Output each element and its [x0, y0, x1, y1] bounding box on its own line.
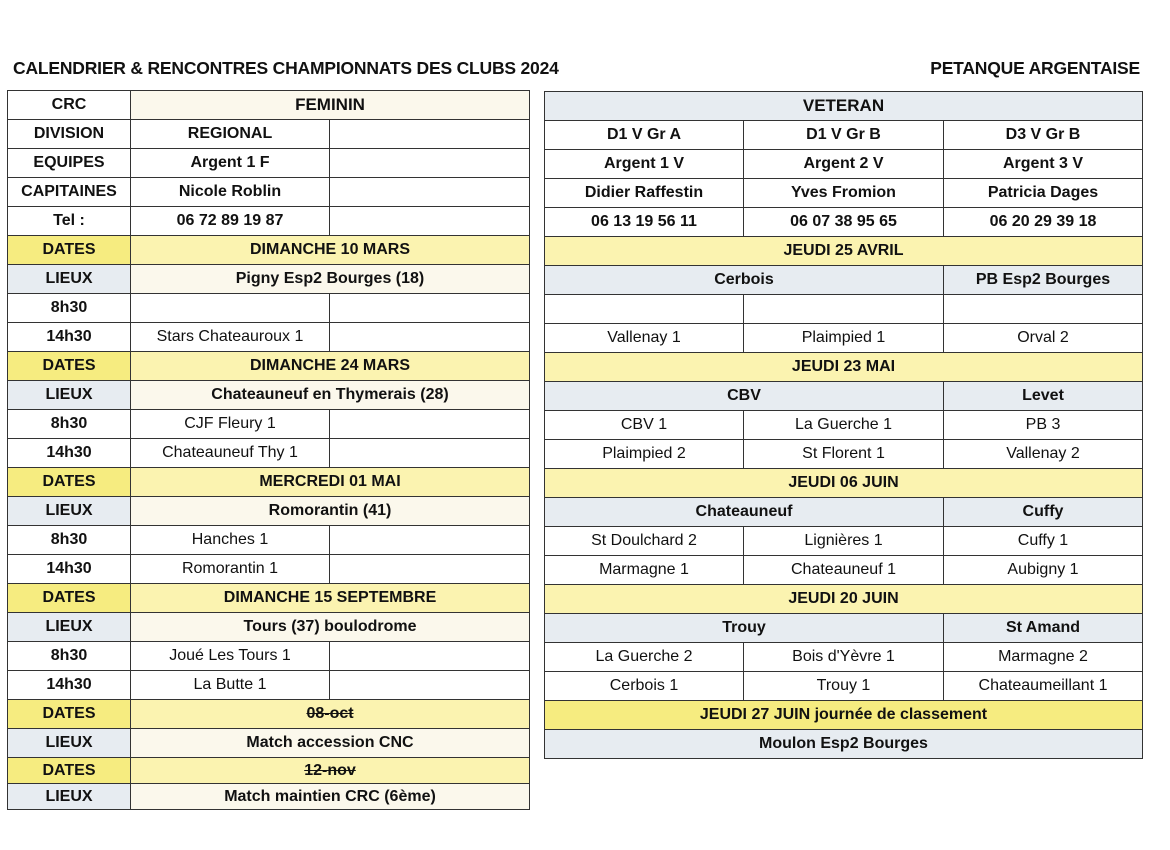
row-label-division: DIVISION	[8, 120, 131, 149]
round-venue: Trouy	[545, 614, 944, 643]
morning-opponent: Hanches 1	[131, 526, 330, 555]
table-row	[8, 410, 530, 439]
category-veteran: VETERAN	[545, 92, 1143, 121]
round-date: DIMANCHE 24 MARS	[131, 352, 530, 381]
row-label-dates: DATES	[8, 236, 131, 265]
empty-cell	[330, 120, 530, 149]
table-row	[545, 440, 1143, 469]
veteran-captain: Didier Raffestin	[545, 179, 744, 208]
match-cell: St Doulchard 2	[545, 527, 744, 556]
table-row	[545, 411, 1143, 440]
match-cell: Lignières 1	[744, 527, 944, 556]
match-cell: St Florent 1	[744, 440, 944, 469]
table-row	[8, 700, 530, 729]
table-row	[545, 179, 1143, 208]
match-cell: Vallenay 1	[545, 324, 744, 353]
row-label-lieux: LIEUX	[8, 729, 131, 758]
match-cell: Cuffy 1	[944, 527, 1143, 556]
feminin-schedule-table	[7, 90, 530, 810]
row-label-tel: Tel :	[8, 207, 131, 236]
category-feminin: FEMININ	[131, 91, 530, 120]
table-row	[545, 324, 1143, 353]
empty-cell	[330, 671, 530, 700]
page-title: CALENDRIER & RENCONTRES CHAMPIONNATS DES CLUBS 2024	[13, 58, 559, 78]
table-row	[545, 614, 1143, 643]
veteran-team: Argent 2 V	[744, 150, 944, 179]
table-row	[8, 381, 530, 410]
match-cell	[944, 295, 1143, 324]
row-label-dates: DATES	[8, 700, 131, 729]
table-row	[545, 266, 1143, 295]
row-label-capitaines: CAPITAINES	[8, 178, 131, 207]
afternoon-opponent: Chateauneuf Thy 1	[131, 439, 330, 468]
round-venue: St Amand	[944, 614, 1143, 643]
round-date: JEUDI 06 JUIN	[545, 469, 1143, 498]
afternoon-opponent: Stars Chateauroux 1	[131, 323, 330, 352]
match-cell: La Guerche 2	[545, 643, 744, 672]
veteran-division: D1 V Gr A	[545, 121, 744, 150]
round-venue: PB Esp2 Bourges	[944, 266, 1143, 295]
morning-opponent: Joué Les Tours 1	[131, 642, 330, 671]
veteran-tel: 06 07 38 95 65	[744, 208, 944, 237]
table-row	[8, 729, 530, 758]
table-row	[545, 237, 1143, 266]
round-date: JEUDI 20 JUIN	[545, 585, 1143, 614]
table-row	[8, 207, 530, 236]
table-row	[545, 92, 1143, 121]
table-row	[8, 352, 530, 381]
table-row	[8, 497, 530, 526]
row-label-lieux: LIEUX	[8, 497, 131, 526]
round-venue: Chateauneuf	[545, 498, 944, 527]
table-row	[8, 555, 530, 584]
afternoon-opponent: Romorantin 1	[131, 555, 330, 584]
empty-cell	[330, 410, 530, 439]
match-cell	[744, 295, 944, 324]
row-label-afternoon: 14h30	[8, 439, 131, 468]
empty-cell	[330, 642, 530, 671]
match-cell: Plaimpied 1	[744, 324, 944, 353]
afternoon-opponent: La Butte 1	[131, 671, 330, 700]
row-label-morning: 8h30	[8, 294, 131, 323]
table-row	[8, 784, 530, 810]
table-row	[545, 382, 1143, 411]
match-cell: Chateaumeillant 1	[944, 672, 1143, 701]
veteran-schedule-table	[544, 91, 1143, 759]
empty-cell	[330, 178, 530, 207]
round-date: MERCREDI 01 MAI	[131, 468, 530, 497]
table-row	[8, 758, 530, 784]
extra-venue: Match accession CNC	[131, 729, 530, 758]
veteran-team: Argent 1 V	[545, 150, 744, 179]
table-row	[8, 613, 530, 642]
veteran-division: D3 V Gr B	[944, 121, 1143, 150]
match-cell: Plaimpied 2	[545, 440, 744, 469]
veteran-captain: Patricia Dages	[944, 179, 1143, 208]
row-label-dates: DATES	[8, 584, 131, 613]
row-label-lieux: LIEUX	[8, 613, 131, 642]
row-label-afternoon: 14h30	[8, 671, 131, 700]
row-label-afternoon: 14h30	[8, 323, 131, 352]
match-cell: Chateauneuf 1	[744, 556, 944, 585]
empty-cell	[330, 294, 530, 323]
row-label-morning: 8h30	[8, 526, 131, 555]
round-date: DIMANCHE 15 SEPTEMBRE	[131, 584, 530, 613]
table-row	[545, 469, 1143, 498]
extra-venue: Match maintien CRC (6ème)	[131, 784, 530, 810]
table-row	[545, 701, 1143, 730]
veteran-division: D1 V Gr B	[744, 121, 944, 150]
table-row	[8, 323, 530, 352]
table-row	[8, 236, 530, 265]
final-venue: Moulon Esp2 Bourges	[545, 730, 1143, 759]
table-row	[545, 150, 1143, 179]
match-cell: PB 3	[944, 411, 1143, 440]
morning-opponent	[131, 294, 330, 323]
round-venue: Cerbois	[545, 266, 944, 295]
empty-cell	[330, 149, 530, 178]
row-label-dates: DATES	[8, 758, 131, 784]
final-date: JEUDI 27 JUIN journée de classement	[545, 701, 1143, 730]
table-row	[545, 672, 1143, 701]
match-cell: CBV 1	[545, 411, 744, 440]
table-row	[545, 730, 1143, 759]
table-row	[8, 91, 530, 120]
table-row	[545, 353, 1143, 382]
match-cell	[545, 295, 744, 324]
table-row	[8, 294, 530, 323]
table-row	[545, 527, 1143, 556]
match-cell: Orval 2	[944, 324, 1143, 353]
match-cell: Marmagne 2	[944, 643, 1143, 672]
veteran-tel: 06 20 29 39 18	[944, 208, 1143, 237]
table-row	[8, 439, 530, 468]
empty-cell	[330, 207, 530, 236]
row-label-morning: 8h30	[8, 642, 131, 671]
table-row	[545, 556, 1143, 585]
row-label-lieux: LIEUX	[8, 265, 131, 294]
round-venue: CBV	[545, 382, 944, 411]
empty-cell	[330, 555, 530, 584]
table-row	[8, 584, 530, 613]
veteran-team: Argent 3 V	[944, 150, 1143, 179]
row-label-dates: DATES	[8, 352, 131, 381]
extra-date: 08-oct	[131, 700, 530, 729]
extra-date: 12-nov	[131, 758, 530, 784]
table-row	[8, 178, 530, 207]
row-label-equipes: EQUIPES	[8, 149, 131, 178]
row-label-lieux: LIEUX	[8, 381, 131, 410]
table-row	[545, 208, 1143, 237]
table-row	[545, 643, 1143, 672]
table-row	[545, 498, 1143, 527]
round-venue: Cuffy	[944, 498, 1143, 527]
row-label-afternoon: 14h30	[8, 555, 131, 584]
veteran-tel: 06 13 19 56 11	[545, 208, 744, 237]
empty-cell	[330, 439, 530, 468]
match-cell: La Guerche 1	[744, 411, 944, 440]
round-venue: Levet	[944, 382, 1143, 411]
match-cell: Bois d'Yèvre 1	[744, 643, 944, 672]
table-row	[545, 585, 1143, 614]
veteran-captain: Yves Fromion	[744, 179, 944, 208]
club-name: PETANQUE ARGENTAISE	[930, 58, 1140, 78]
table-row	[545, 121, 1143, 150]
match-cell: Cerbois 1	[545, 672, 744, 701]
feminin-captain: Nicole Roblin	[131, 178, 330, 207]
match-cell: Vallenay 2	[944, 440, 1143, 469]
row-label-morning: 8h30	[8, 410, 131, 439]
round-venue: Romorantin (41)	[131, 497, 530, 526]
table-row	[8, 265, 530, 294]
match-cell: Aubigny 1	[944, 556, 1143, 585]
feminin-team: Argent 1 F	[131, 149, 330, 178]
row-label-crc: CRC	[8, 91, 131, 120]
table-row	[8, 468, 530, 497]
table-row	[545, 295, 1143, 324]
table-row	[8, 149, 530, 178]
round-venue: Tours (37) boulodrome	[131, 613, 530, 642]
round-venue: Pigny Esp2 Bourges (18)	[131, 265, 530, 294]
table-row	[8, 642, 530, 671]
feminin-division: REGIONAL	[131, 120, 330, 149]
table-row	[8, 120, 530, 149]
morning-opponent: CJF Fleury 1	[131, 410, 330, 439]
empty-cell	[330, 526, 530, 555]
table-row	[8, 671, 530, 700]
match-cell: Marmagne 1	[545, 556, 744, 585]
round-venue: Chateauneuf en Thymerais (28)	[131, 381, 530, 410]
row-label-dates: DATES	[8, 468, 131, 497]
feminin-tel: 06 72 89 19 87	[131, 207, 330, 236]
round-date: JEUDI 23 MAI	[545, 353, 1143, 382]
empty-cell	[330, 323, 530, 352]
row-label-lieux: LIEUX	[8, 784, 131, 810]
round-date: DIMANCHE 10 MARS	[131, 236, 530, 265]
table-row	[8, 526, 530, 555]
match-cell: Trouy 1	[744, 672, 944, 701]
round-date: JEUDI 25 AVRIL	[545, 237, 1143, 266]
